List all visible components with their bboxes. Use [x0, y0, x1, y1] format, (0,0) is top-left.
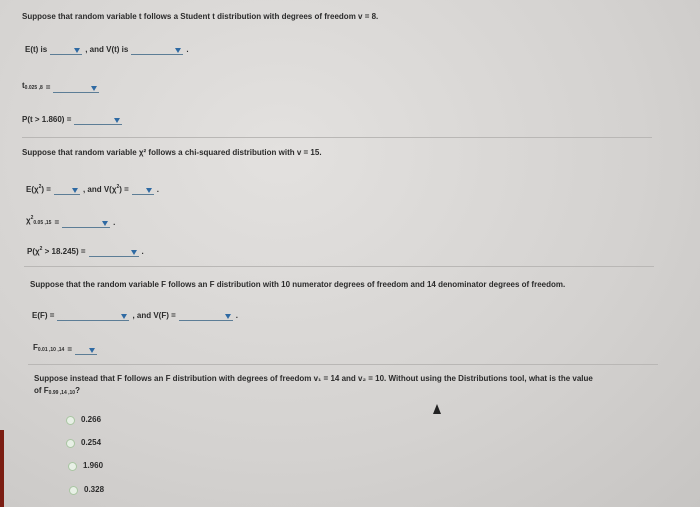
- t-critical-dropdown[interactable]: [53, 84, 99, 93]
- chi-mean-label-a: E(χ: [26, 185, 39, 194]
- f-critical-label: [33, 343, 64, 355]
- divider: [22, 137, 652, 138]
- f-critical-dropdown[interactable]: [75, 346, 97, 355]
- et-dropdown[interactable]: [50, 46, 82, 55]
- vt-label: , and V(t) is: [85, 45, 129, 54]
- option-0328[interactable]: [69, 485, 104, 495]
- radio-button[interactable]: [66, 439, 75, 448]
- radio-button[interactable]: [68, 462, 77, 471]
- chevron-down-icon: [175, 48, 181, 53]
- chevron-down-icon: [74, 48, 80, 53]
- chevron-down-icon: [72, 188, 78, 193]
- chi-critical-period: .: [113, 218, 116, 227]
- chi-critical-sup: 2: [30, 215, 34, 221]
- q4-prompt-subscript: 0.99 ,14 ,10: [48, 390, 76, 396]
- chi-var-label-b: ) =: [119, 185, 129, 194]
- chevron-down-icon: [121, 314, 127, 319]
- t-symbol: t: [22, 81, 25, 90]
- chi-critical-row: [26, 213, 115, 228]
- divider: [28, 364, 658, 365]
- chi-critical-dropdown[interactable]: [62, 219, 110, 228]
- f-var-period: .: [235, 311, 239, 320]
- chi-prob-period: .: [141, 247, 144, 256]
- chevron-down-icon: [131, 250, 137, 255]
- chi-var-sup: 2: [116, 184, 120, 190]
- chevron-down-icon: [146, 188, 152, 193]
- f-var-label: , and V(F) =: [132, 311, 176, 320]
- chi-var-period: .: [156, 185, 160, 194]
- t-critical-subscript: 0.025 ,8: [24, 85, 43, 91]
- t-critical-label: [22, 81, 43, 93]
- option-label: 0.254: [81, 438, 102, 447]
- chi-critical-subscript: 0.05 ,15: [33, 220, 52, 226]
- f-mean-dropdown[interactable]: [57, 312, 129, 321]
- q1-mean-variance-row: [25, 45, 189, 55]
- chevron-down-icon: [91, 86, 97, 91]
- chi-symbol: χ: [26, 216, 31, 225]
- q3-prompt-row: [30, 280, 565, 290]
- q4-prompt-text-1: Suppose instead that F follows an F distribution with degrees of freedom v₁ = 14 and v₂ = 10. Without using the Distributions tool, what is the value: [34, 374, 593, 383]
- chi-prob-sup: 2: [39, 246, 43, 252]
- q4-prompt-text-2a: of F: [34, 386, 49, 395]
- chi-critical-equals: =: [54, 218, 60, 227]
- q2-mean-variance-row: [26, 182, 159, 195]
- divider: [24, 266, 654, 267]
- chevron-down-icon: [89, 348, 95, 353]
- et-label: E(t) is: [25, 45, 48, 54]
- q4-prompt-line2: [34, 386, 80, 398]
- q4-prompt-text-2b: ?: [75, 386, 80, 395]
- chevron-down-icon: [102, 221, 108, 226]
- chi-critical-label: [26, 213, 51, 228]
- chi-prob-row: [27, 244, 144, 257]
- q4-prompt-text-2: [34, 386, 80, 398]
- vt-period: .: [186, 45, 189, 54]
- t-prob-label: P(t > 1.860) =: [22, 115, 72, 124]
- vt-dropdown[interactable]: [131, 46, 183, 55]
- option-0266[interactable]: [66, 415, 101, 425]
- chi-prob-dropdown[interactable]: [89, 248, 139, 257]
- f-critical-row: [33, 343, 97, 355]
- chevron-down-icon: [225, 314, 231, 319]
- chi-mean-dropdown[interactable]: [54, 186, 80, 195]
- chi-mean-label-b: ) =: [41, 185, 51, 194]
- option-0254[interactable]: [66, 438, 101, 448]
- f-symbol: F: [33, 343, 38, 352]
- option-label: 0.266: [81, 415, 102, 424]
- chi-var-label: [83, 182, 129, 195]
- option-1960[interactable]: [68, 461, 103, 471]
- chi-mean-label: [26, 182, 51, 195]
- chi-prob-label: [27, 244, 86, 257]
- f-critical-equals: =: [67, 345, 72, 354]
- chi-prob-label-a: P(χ: [27, 247, 40, 256]
- option-label: 0.328: [84, 485, 105, 494]
- q3-prompt: Suppose that the random variable F follows an F distribution with 10 numerator degrees of freedom and 14 denominator degrees of freedom.: [30, 280, 566, 289]
- chevron-down-icon: [114, 118, 120, 123]
- option-label: 1.960: [83, 461, 104, 470]
- t-critical-equals: =: [45, 83, 51, 92]
- f-mean-label: E(F) =: [32, 311, 55, 320]
- radio-button[interactable]: [69, 486, 78, 495]
- chi-prob-label-b: > 18.245) =: [42, 247, 86, 256]
- chi-mean-sup: 2: [38, 184, 42, 190]
- t-prob-row: [22, 115, 122, 125]
- chi-var-label-a: , and V(χ: [82, 185, 117, 194]
- q4-prompt-line1: [34, 374, 593, 384]
- t-prob-dropdown[interactable]: [74, 116, 122, 125]
- photo-edge-artifact: [0, 430, 4, 507]
- q1-prompt: Suppose that random variable t follows a Student t distribution with degrees of freedom v = 8.: [22, 12, 379, 21]
- q1-prompt-row: [22, 12, 378, 22]
- q2-prompt-row: [22, 148, 322, 158]
- t-critical-row: [22, 81, 99, 93]
- mouse-pointer-icon: [433, 404, 441, 414]
- f-critical-subscript: 0.01 ,10 ,14: [37, 347, 65, 353]
- q3-mean-variance-row: [32, 311, 238, 321]
- chi-var-dropdown[interactable]: [132, 186, 154, 195]
- q2-prompt: Suppose that random variable χ² follows a chi-squared distribution with v = 15.: [22, 148, 322, 157]
- f-var-dropdown[interactable]: [179, 312, 233, 321]
- radio-button[interactable]: [66, 416, 75, 425]
